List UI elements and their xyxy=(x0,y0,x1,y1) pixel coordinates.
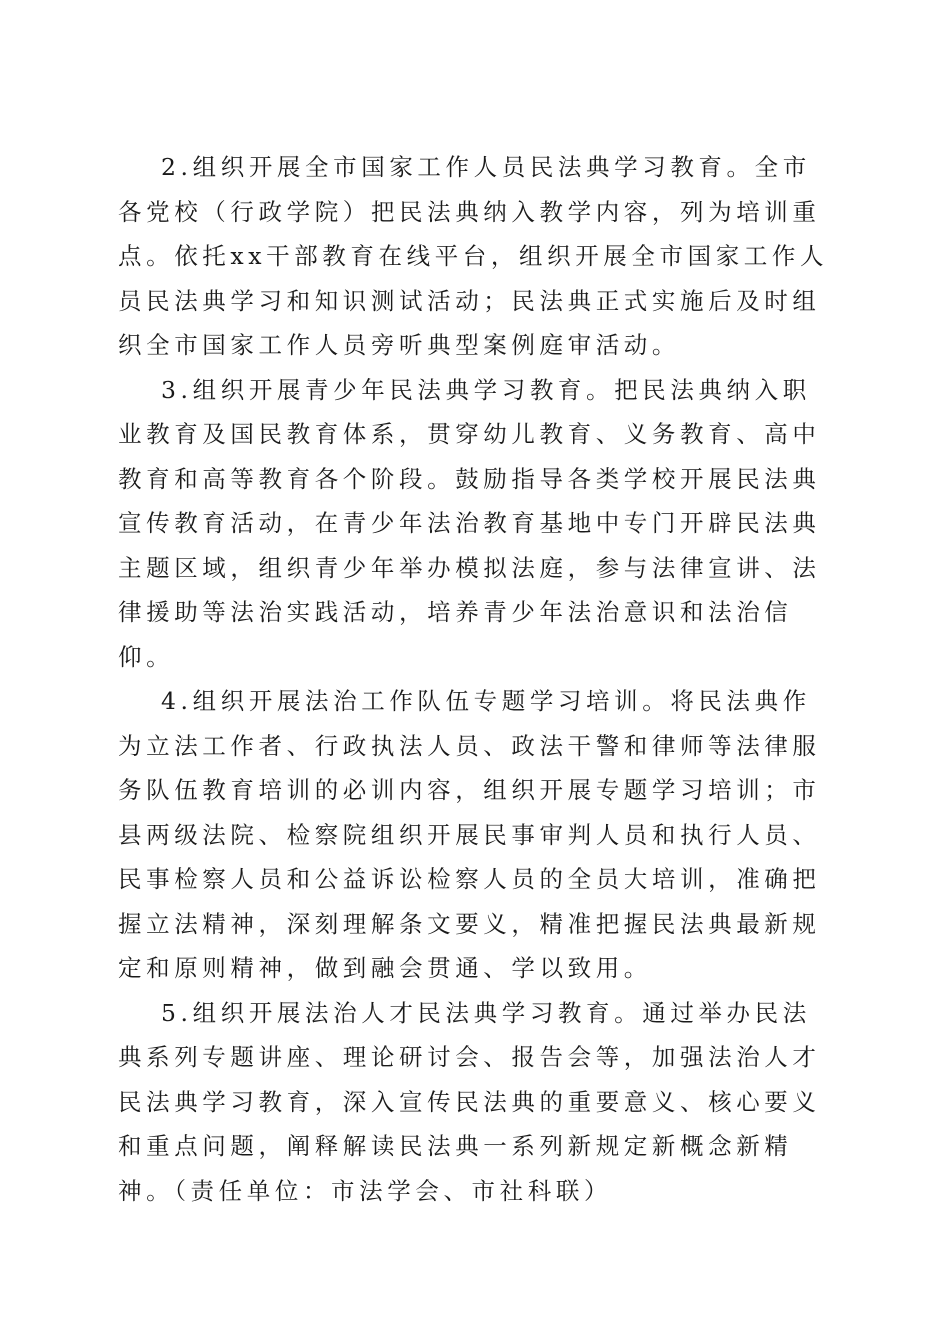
document-body xyxy=(118,145,834,1213)
paragraph-item-4: 4.组织开展法治工作队伍专题学习培训。将民法典作为立法工作者、行政执法人员、政法干警和律师等法律服务队伍教育培训的必训内容，组织开展专题学习培训；市县两级法院、检察院组织开展民事审判人员和执行人员、民事检察人员和公益诉讼检察人员的全员大培训，准确把握立法精神，深刻理解条文要义，精准把握民法典最新规定和原则精神，做到融会贯通、学以致用。 xyxy=(118,687,821,982)
paragraph-item-3: 3.组织开展青少年民法典学习教育。把民法典纳入职业教育及国民教育体系，贯穿幼儿教育、义务教育、高中教育和高等教育各个阶段。鼓励指导各类学校开展民法典宣传教育活动，在青少年法治教育基地中专门开辟民法典主题区域，组织青少年举办模拟法庭，参与法律宣讲、法律援助等法治实践活动，培养青少年法治意识和法治信仰。 xyxy=(118,375,821,671)
paragraph-item-2: 2.组织开展全市国家工作人员民法典学习教育。全市各党校（行政学院）把民法典纳入教学内容，列为培训重点。依托xx干部教育在线平台，组织开展全市国家工作人员民法典学习和知识测试活动；民法典正式实施后及时组织全市国家工作人员旁听典型案例庭审活动。 xyxy=(118,153,829,359)
paragraph-item-5: 5.组织开展法治人才民法典学习教育。通过举办民法典系列专题讲座、理论研讨会、报告会等，加强法治人才民法典学习教育，深入宣传民法典的重要意义、核心要义和重点问题，阐释解读民法典一系列新规定新概念新精神。（责任单位：市法学会、市社科联） xyxy=(118,998,821,1205)
